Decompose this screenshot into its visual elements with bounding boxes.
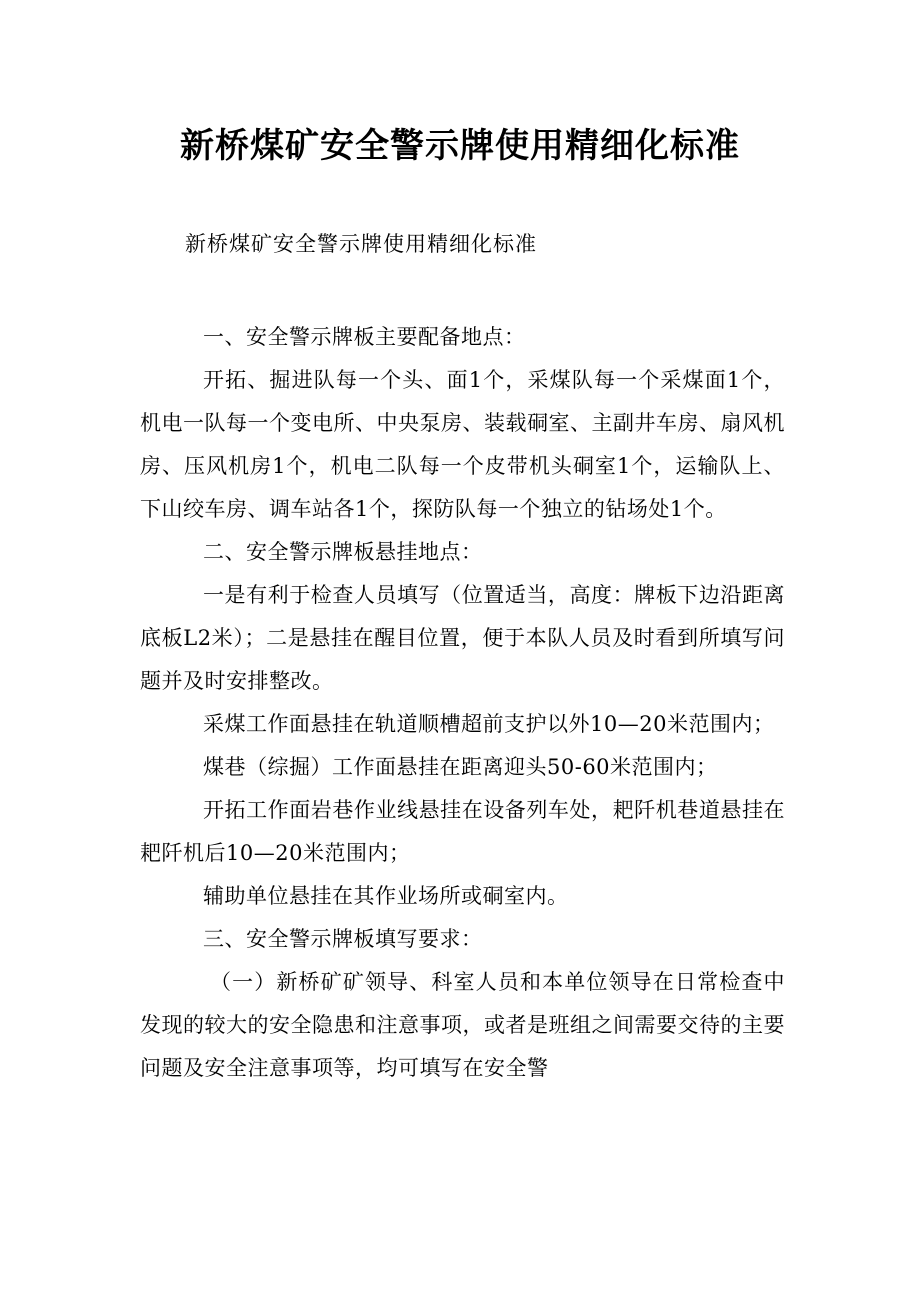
paragraph-locations: 开拓、掘进队每一个头、面1个，采煤队每一个采煤面1个，机电一队每一个变电所、中央泵房、装载硐室、主副井车房、扇风机房、压风机房1个，机电二队每一个皮带机头硐室1个，运输队上、下山绞车房、调车站各1个，探防队每一个独立的钻场处1个。 (140, 368, 785, 521)
document-title: 新桥煤矿安全警示牌使用精细化标准 (180, 126, 740, 166)
document-body (140, 316, 785, 1090)
paragraph-auxiliary-units: 辅助单位悬挂在其作业场所或硐室内。 (203, 884, 569, 908)
paragraph-hanging-principle: 一是有利于检查人员填写（位置适当，高度：牌板下边沿距离底板L2米）；二是悬挂在醒目位置，便于本队人员及时看到所填写问题并及时安排整改。 (140, 583, 785, 693)
paragraph-development-face: 开拓工作面岩巷作业线悬挂在设备列车处，耙阡机巷道悬挂在耙阡机后10—20米范围内； (140, 798, 785, 865)
section-heading-2: 二、安全警示牌板悬挂地点： (203, 540, 483, 564)
paragraph-coal-roadway: 煤巷（综掘）工作面悬挂在距离迎头50-60米范围内； (203, 755, 718, 779)
paragraph-mining-face: 采煤工作面悬挂在轨道顺槽超前支护以外10—20米范围内； (203, 712, 775, 736)
paragraph-filling-requirements: （一）新桥矿矿领导、科室人员和本单位领导在日常检查中发现的较大的安全隐患和注意事项，或者是班组之间需要交待的主要问题及安全注意事项等，均可填写在安全警 (140, 970, 785, 1080)
section-heading-1: 一、安全警示牌板主要配备地点： (203, 325, 526, 349)
document-subtitle: 新桥煤矿安全警示牌使用精细化标准 (185, 232, 537, 256)
section-heading-3: 三、安全警示牌板填写要求： (203, 927, 483, 951)
